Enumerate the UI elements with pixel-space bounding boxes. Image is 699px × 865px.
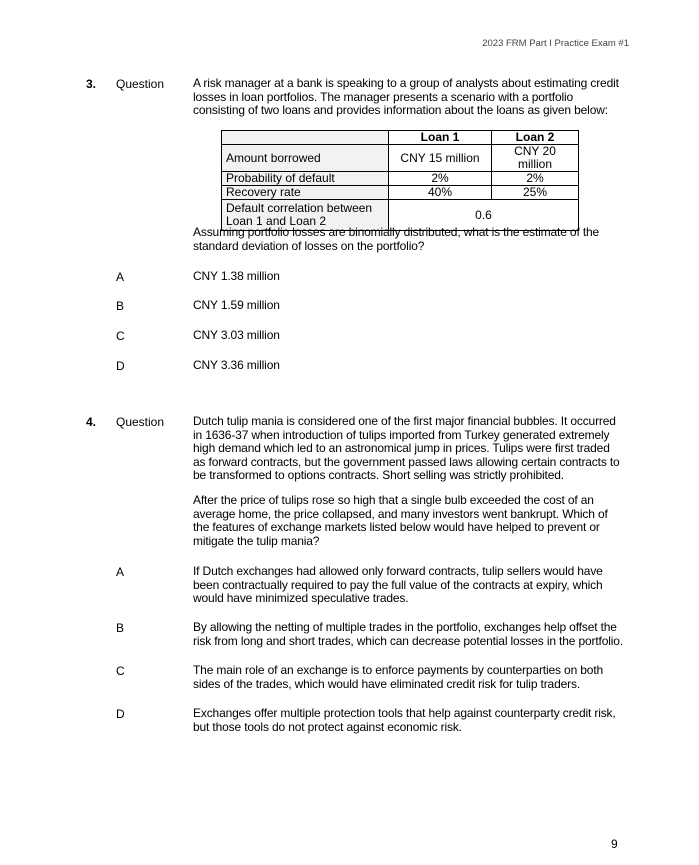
question-paragraph-2: After the price of tulips rose so high that a single bulb exceeded the cost of an average home, the price collapsed, and many investors went bankrupt. Which of the features of exchange markets listed below would have helped to prevent or mitigate the tulip mania?: [193, 493, 608, 548]
option-text: CNY 1.38 million: [193, 269, 280, 283]
option-letter: D: [116, 359, 125, 373]
row-label: Amount borrowed: [222, 145, 389, 172]
table-header-row: [222, 131, 579, 145]
loans-table: [221, 130, 579, 231]
option-letter: D: [116, 707, 125, 721]
correlation-label-line1: Default correlation between: [226, 201, 373, 215]
correlation-label-line2: Loan 1 and Loan 2: [226, 214, 327, 228]
table-header-loan1: Loan 1: [389, 131, 492, 145]
table-row: [222, 145, 579, 172]
table-header-blank: [222, 131, 389, 145]
option-text: CNY 3.36 million: [193, 358, 280, 372]
option-letter: C: [116, 664, 125, 678]
option-letter: B: [116, 621, 125, 635]
row-label: Probability of default: [222, 172, 389, 186]
option-letter: A: [116, 565, 125, 579]
loan2-value: 2%: [492, 172, 579, 186]
table-header-loan2: Loan 2: [492, 131, 579, 145]
question-prompt: Assuming portfolio losses are binomially distributed, what is the estimate of the standard deviation of losses on the portfolio?: [193, 225, 600, 253]
question-intro: A risk manager at a bank is speaking to a group of analysts about estimating credit losses in loan portfolios. The manager presents a scenario with a portfolio consisting of two loans and provides information about the loans as given below:: [193, 76, 619, 117]
option-text: Exchanges offer multiple protection tools that help against counterparty credit risk, but those tools do not protect against economic risk.: [193, 706, 616, 734]
loan1-value: CNY 15 million: [389, 145, 492, 172]
option-text: By allowing the netting of multiple trades in the portfolio, exchanges help offset the risk from long and short trades, which can decrease potential losses in the portfolio.: [193, 620, 623, 648]
option-text: CNY 1.59 million: [193, 298, 280, 312]
table-row: [222, 172, 579, 186]
option-letter: C: [116, 329, 125, 343]
question-paragraph-1: Dutch tulip mania is considered one of the first major financial bubbles. It occurred in 1636-37 when introduction of tulips imported from Turkey generated extremely high demand which led to an astronomical jump in prices. Tulips were first traded as forward contracts, but the government passed laws allowing certain contracts to be transformed to options contracts. Short selling was strictly prohibited.: [193, 414, 620, 482]
loan1-value: 2%: [389, 172, 492, 186]
option-text: CNY 3.03 million: [193, 328, 280, 342]
page-number: 9: [611, 837, 618, 851]
option-text: The main role of an exchange is to enforce payments by counterparties on both sides of the trades, which would have eliminated credit risk for tulip traders.: [193, 663, 604, 691]
row-label: Recovery rate: [222, 186, 389, 200]
page-header: 2023 FRM Part I Practice Exam #1: [482, 38, 629, 49]
correlation-value: 0.6: [389, 200, 579, 231]
loan2-value: 25%: [492, 186, 579, 200]
option-letter: B: [116, 299, 125, 313]
question-number: 3.: [86, 77, 97, 91]
question-label: Question: [116, 415, 165, 429]
table-row: [222, 186, 579, 200]
loan1-value: 40%: [389, 186, 492, 200]
question-label: Question: [116, 77, 165, 91]
loan2-value: CNY 20 million: [492, 145, 579, 172]
question-number: 4.: [86, 415, 97, 429]
option-letter: A: [116, 270, 125, 284]
option-text: If Dutch exchanges had allowed only forward contracts, tulip sellers would have been contractually required to pay the full value of the contracts at expiry, which would have minimized speculative trades.: [193, 564, 603, 605]
